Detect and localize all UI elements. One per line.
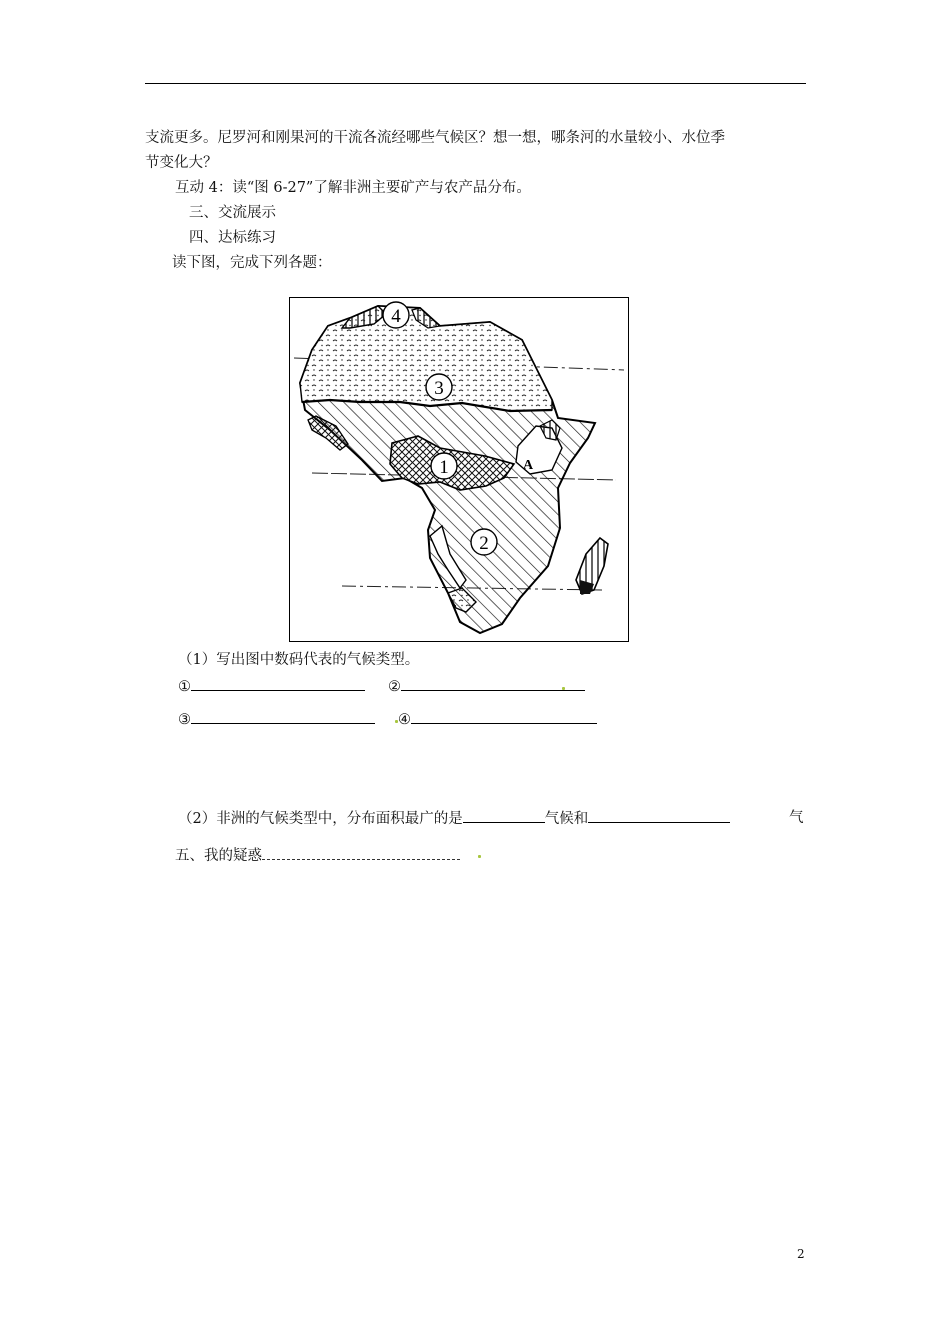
answer-blank-3[interactable] <box>191 709 375 724</box>
svg-text:1: 1 <box>439 457 449 478</box>
answer-blank-4[interactable] <box>411 709 597 724</box>
label-2-circle <box>471 529 497 555</box>
label-a: A <box>522 458 534 473</box>
circled-2-label: ② <box>388 679 401 695</box>
circled-4-label: ④ <box>398 712 411 728</box>
paragraph-line-1: 支流更多。尼罗河和刚果河的干流各流经哪些气候区？想一想，哪条河的水量较小、水位季 <box>145 130 725 146</box>
question-2-end: 气 <box>789 810 804 826</box>
interaction-4-text: 互动 4：读“图 6-27”了解非洲主要矿产与农产品分布。 <box>175 180 531 196</box>
question-2-row <box>178 808 730 829</box>
section-4-heading: 四、达标练习 <box>189 230 276 246</box>
africa-climate-map <box>289 297 629 642</box>
answer-blank-6[interactable] <box>588 808 730 823</box>
question-2-middle: 气候和 <box>544 811 589 827</box>
marker-dot <box>395 720 398 723</box>
doubts-blank[interactable] <box>262 845 460 860</box>
page-number: 2 <box>797 1247 805 1261</box>
header-rule <box>145 83 806 84</box>
section-5-row <box>175 845 460 866</box>
answer-row-3 <box>178 709 375 730</box>
label-1-circle <box>431 453 457 479</box>
africa-map-drawing <box>290 298 628 641</box>
answer-row-4 <box>398 709 597 730</box>
svg-text:2: 2 <box>479 533 489 554</box>
answer-row-1 <box>178 676 365 697</box>
label-4-circle <box>383 302 409 328</box>
question-2-text: （2）非洲的气候类型中，分布面积最广的是 <box>178 811 463 827</box>
svg-text:4: 4 <box>391 306 401 327</box>
answer-blank-2[interactable] <box>401 676 585 691</box>
section-5-heading: 五、我的疑惑 <box>175 848 262 864</box>
question-1-text: （1）写出图中数码代表的气候类型。 <box>178 652 420 668</box>
answer-blank-1[interactable] <box>191 676 365 691</box>
section-3-heading: 三、交流展示 <box>189 205 276 221</box>
label-3-circle <box>426 374 452 400</box>
marker-dot <box>478 855 481 858</box>
circled-1-label: ① <box>178 679 191 695</box>
instruction-text: 读下图，完成下列各题： <box>172 255 332 271</box>
answer-row-2 <box>388 676 585 697</box>
answer-blank-5[interactable] <box>463 808 545 823</box>
svg-text:3: 3 <box>434 378 444 399</box>
circled-3-label: ③ <box>178 712 191 728</box>
marker-dot <box>562 687 565 690</box>
paragraph-line-2: 节变化大？ <box>145 155 218 171</box>
